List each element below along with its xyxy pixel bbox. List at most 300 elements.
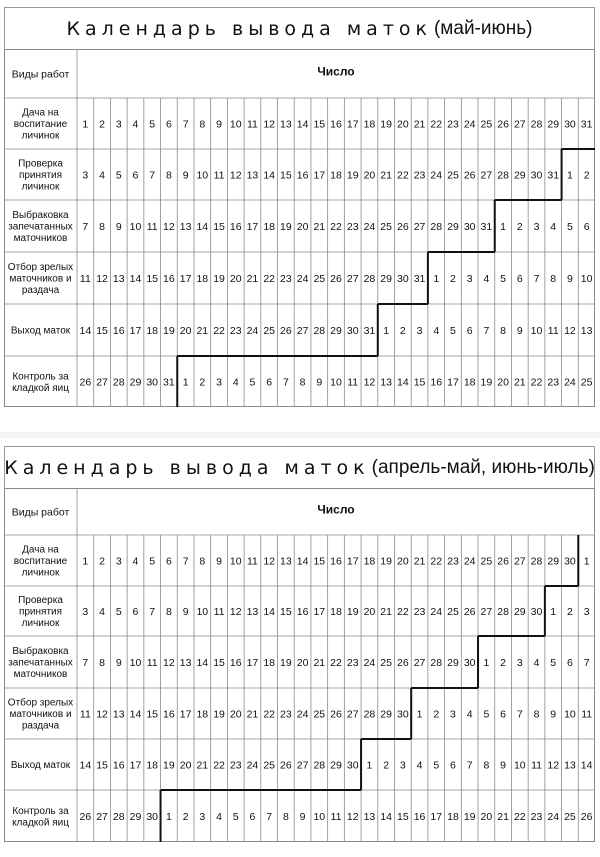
day-cell: 26 [330,708,342,721]
table-row [18,159,590,193]
day-cell: 28 [363,708,376,721]
day-cell: 18 [363,555,376,568]
day-cell: 30 [346,325,359,337]
day-cell: 28 [363,273,376,285]
day-cell: 25 [447,606,459,618]
day-cell: 23 [229,325,242,337]
day-cell: 19 [163,759,175,772]
day-cell: 13 [246,606,259,618]
day-cell: 29 [547,555,560,568]
day-cell: 4 [466,708,473,721]
day-cell: 30 [146,811,159,823]
day-cell: 9 [115,657,122,669]
row-label: Проверка принятия личинок [18,595,63,629]
day-cell: 31 [363,325,376,337]
day-cell: 12 [363,376,376,389]
day-cell: 19 [380,555,392,568]
day-cell: 29 [447,221,459,233]
day-cell: 2 [99,118,105,131]
day-cell: 24 [463,555,476,568]
day-cell: 29 [330,759,342,772]
day-cell: 27 [413,221,426,233]
day-cell: 25 [480,555,493,568]
day-cell: 13 [112,273,125,285]
header-number: Число [317,64,355,79]
day-cell: 14 [263,606,276,618]
day-cell: 7 [149,169,156,182]
day-cell: 11 [246,118,258,131]
day-cell: 4 [99,606,105,618]
row-label: Выбраковка запечатанных маточников [8,210,73,244]
day-cell: 16 [330,118,342,131]
day-cell: 21 [413,555,426,568]
day-cell: 22 [530,376,543,389]
day-cell: 3 [516,657,523,669]
day-cell: 11 [79,273,91,285]
day-cell: 1 [550,606,557,618]
header-work-types: Виды работ [11,68,70,81]
day-cell: 5 [115,606,122,618]
day-cell: 20 [363,169,376,182]
day-cell: 12 [163,657,175,669]
day-cell: 8 [199,118,206,131]
day-cell: 10 [564,708,576,721]
day-cell: 22 [513,811,526,823]
day-cell: 27 [346,708,359,721]
day-cell: 24 [363,221,376,233]
day-cell: 17 [129,759,142,772]
day-cell: 9 [216,118,222,131]
day-cell: 14 [396,376,409,389]
day-cell: 24 [547,811,560,823]
day-cell: 2 [182,811,189,823]
day-cell: 10 [513,759,526,772]
calendar-title [4,7,595,49]
day-cell: 21 [313,657,326,669]
day-cell: 25 [480,118,493,131]
day-cell: 27 [480,606,493,618]
day-cell: 16 [229,221,242,233]
day-cell: 13 [280,118,292,131]
day-cell: 6 [450,759,456,772]
day-cell: 25 [380,221,392,233]
header-number: Число [317,502,355,517]
day-cell: 1 [82,555,89,568]
day-cell: 6 [165,555,172,568]
day-cell: 9 [316,376,323,389]
day-cell: 5 [232,811,239,823]
day-cell: 18 [146,759,159,772]
day-cell: 3 [533,221,540,233]
day-cell: 2 [516,221,523,233]
day-cell: 30 [396,273,409,285]
table-row [11,325,593,337]
day-cell: 8 [282,811,289,823]
day-cell: 12 [229,169,242,182]
day-cell: 19 [346,169,359,182]
day-cell: 21 [413,118,426,131]
day-cell: 12 [547,759,560,772]
day-cell: 13 [246,169,259,182]
day-cell: 2 [99,555,105,568]
day-cell: 9 [550,708,557,721]
day-cell: 8 [99,221,105,233]
day-cell: 15 [280,169,292,182]
day-cell: 18 [330,169,342,182]
table-row [14,545,590,579]
day-cell: 24 [363,657,376,669]
row-label: Выход маток [10,760,71,771]
calendar-april-may-june-july [4,446,595,842]
day-cell: 18 [330,606,342,618]
day-cell: 26 [79,811,92,823]
day-cell: 15 [413,376,426,389]
day-cell: 27 [96,376,108,389]
day-cell: 6 [249,811,256,823]
day-cell: 26 [497,118,509,131]
day-cell: 2 [567,606,573,618]
day-cell: 17 [430,811,443,823]
day-cell: 19 [480,376,493,389]
day-cell: 10 [330,376,342,389]
row-label: Контроль за кладкой яиц [12,805,69,829]
day-cell: 13 [564,759,576,772]
day-cell: 1 [366,759,373,772]
day-cell: 20 [363,606,376,618]
day-cell: 13 [363,811,376,823]
day-cell: 7 [149,606,156,618]
day-cell: 11 [213,169,225,182]
day-cell: 17 [313,169,326,182]
calendar-title-period: (апрель-май, июнь-июль) [371,456,595,478]
day-cell: 30 [146,376,159,389]
day-cell: 28 [313,759,326,772]
day-cell: 29 [547,118,560,131]
day-cell: 10 [129,657,142,669]
day-cell: 14 [79,759,92,772]
row-label: Дача на воспитание личинок [13,107,68,142]
day-cell: 24 [463,118,476,131]
section-divider [0,432,600,438]
day-cell: 7 [466,759,473,772]
day-cell: 13 [380,376,392,389]
day-cell: 5 [249,376,256,389]
day-cell: 18 [363,118,376,131]
day-cell: 8 [533,708,540,721]
day-cell: 5 [567,221,573,233]
day-cell: 5 [483,708,490,721]
day-cell: 23 [229,759,242,772]
day-cell: 28 [497,169,509,182]
day-cell: 1 [416,708,423,721]
table-row [8,261,593,296]
day-cell: 8 [299,376,306,389]
calendar-may-june [4,7,595,407]
day-cell: 20 [396,118,409,131]
day-cell: 1 [82,118,89,131]
day-cell: 19 [346,606,359,618]
day-cell: 21 [196,759,209,772]
day-cell: 17 [246,657,259,669]
day-cell: 22 [330,657,342,669]
day-cell: 28 [313,325,326,337]
day-cell: 23 [346,221,359,233]
day-cell: 3 [450,708,456,721]
day-cell: 8 [550,273,557,285]
day-cell: 6 [567,657,573,669]
day-cell: 22 [396,606,409,618]
day-cell: 6 [500,708,507,721]
day-cell: 24 [296,273,309,285]
day-cell: 9 [182,606,189,618]
day-cell: 18 [263,221,276,233]
day-cell: 28 [530,555,543,568]
day-cell: 20 [179,759,192,772]
table-row [8,645,590,680]
day-cell: 28 [112,376,125,389]
day-cell: 26 [280,759,292,772]
day-cell: 19 [280,221,292,233]
day-cell: 17 [346,118,359,131]
day-cell: 25 [564,811,576,823]
day-cell: 5 [115,169,122,182]
calendar-title-period: (май-июнь) [433,17,533,39]
day-cell: 17 [246,221,259,233]
table-row [12,806,593,829]
day-cell: 19 [213,273,225,285]
day-cell: 15 [96,759,108,772]
day-cell: 19 [463,811,476,823]
day-cell: 13 [179,221,192,233]
day-cell: 24 [430,169,443,182]
day-cell: 22 [430,555,443,568]
day-cell: 11 [547,325,559,337]
day-cell: 12 [263,118,276,131]
day-cell: 5 [149,118,156,131]
day-cell: 28 [430,221,443,233]
day-cell: 8 [199,555,206,568]
day-cell: 4 [132,118,139,131]
day-cell: 16 [163,708,175,721]
day-cell: 3 [115,118,122,131]
day-cell: 16 [413,811,426,823]
day-cell: 17 [346,555,359,568]
day-cell: 13 [179,657,192,669]
day-cell: 22 [213,759,225,772]
day-cell: 14 [263,169,276,182]
day-cell: 24 [246,325,259,337]
day-cell: 14 [196,221,209,233]
day-cell: 6 [516,273,523,285]
day-cell: 23 [280,273,292,285]
day-cell: 25 [313,708,326,721]
day-cell: 21 [380,606,392,618]
day-cell: 22 [263,708,276,721]
day-cell: 25 [313,273,326,285]
day-cell: 15 [280,606,292,618]
day-cell: 30 [396,708,409,721]
day-cell: 2 [399,325,406,337]
day-cell: 29 [380,708,392,721]
day-cell: 4 [216,811,222,823]
day-cell: 15 [96,325,108,337]
day-cell: 2 [583,169,590,182]
day-cell: 17 [129,325,142,337]
day-cell: 25 [447,169,459,182]
day-cell: 15 [213,221,225,233]
day-cell: 3 [399,759,406,772]
day-cell: 23 [413,606,426,618]
day-cell: 27 [346,273,359,285]
day-cell: 30 [564,555,576,568]
day-cell: 10 [229,118,242,131]
day-cell: 29 [513,606,526,618]
day-cell: 17 [313,606,326,618]
day-cell: 7 [82,221,89,233]
day-cell: 26 [497,555,509,568]
row-label: Выход маток [10,325,71,337]
day-cell: 14 [196,657,209,669]
day-cell: 19 [280,657,292,669]
day-cell: 4 [483,273,490,285]
day-cell: 27 [296,325,309,337]
day-cell: 1 [583,555,590,568]
day-cell: 8 [165,606,172,618]
day-cell: 18 [263,657,276,669]
day-cell: 4 [550,221,557,233]
day-cell: 1 [165,811,172,823]
day-cell: 27 [413,657,426,669]
day-cell: 27 [296,759,309,772]
day-cell: 2 [500,657,507,669]
day-cell: 23 [346,657,359,669]
day-cell: 12 [263,555,276,568]
day-cell: 26 [463,606,476,618]
day-cell: 1 [182,376,189,389]
day-cell: 30 [463,221,476,233]
day-cell: 6 [583,221,590,233]
day-cell: 14 [296,555,309,568]
day-cell: 2 [199,376,206,389]
day-cell: 28 [497,606,509,618]
day-cell: 20 [296,221,309,233]
day-cell: 11 [531,759,542,772]
day-cell: 10 [196,606,209,618]
day-cell: 22 [263,273,276,285]
day-cell: 12 [564,325,576,337]
day-cell: 28 [430,657,443,669]
day-cell: 31 [480,221,493,233]
day-cell: 23 [447,555,459,568]
day-cell: 20 [396,555,409,568]
day-cell: 12 [229,606,242,618]
day-cell: 12 [346,811,359,823]
calendar-title-main: Календарь вывода маток [66,17,432,40]
day-cell: 11 [146,657,158,669]
day-cell: 3 [82,606,89,618]
day-cell: 12 [163,221,175,233]
day-cell: 30 [463,657,476,669]
day-cell: 14 [129,273,142,285]
day-cell: 16 [296,606,309,618]
day-cell: 6 [132,169,139,182]
day-cell: 4 [433,325,440,337]
day-cell: 3 [216,376,222,389]
day-cell: 18 [463,376,476,389]
day-cell: 11 [146,221,158,233]
day-cell: 21 [196,325,209,337]
day-cell: 7 [282,376,289,389]
table-row [8,697,592,732]
day-cell: 9 [567,273,573,285]
day-cell: 24 [246,759,259,772]
day-cell: 9 [516,325,523,337]
day-cell: 14 [580,759,593,772]
day-cell: 4 [533,657,540,669]
day-cell: 11 [581,708,593,721]
day-cell: 21 [313,221,326,233]
day-cell: 11 [347,376,359,389]
day-cell: 18 [196,708,209,721]
day-cell: 16 [163,273,175,285]
day-cell: 23 [547,376,560,389]
day-cell: 26 [396,657,409,669]
day-cell: 11 [213,606,225,618]
day-cell: 24 [564,376,576,389]
day-cell: 7 [516,708,523,721]
day-cell: 2 [383,759,390,772]
day-cell: 27 [513,555,526,568]
day-cell: 10 [313,811,326,823]
day-cell: 31 [413,273,426,285]
day-cell: 29 [129,376,142,389]
day-cell: 4 [99,169,105,182]
day-cell: 27 [513,118,526,131]
day-cell: 4 [416,759,423,772]
day-cell: 22 [430,118,443,131]
day-cell: 22 [330,221,342,233]
day-cell: 18 [447,811,459,823]
day-cell: 20 [179,325,192,337]
day-cell: 5 [450,325,456,337]
calendar-title-main: Календарь вывода маток [4,456,370,479]
header-work-types: Виды работ [11,506,70,519]
day-cell: 3 [583,606,590,618]
day-cell: 30 [530,169,543,182]
day-cell: 7 [533,273,540,285]
day-cell: 13 [280,555,292,568]
day-cell: 23 [413,169,426,182]
row-label: Дача на воспитание личинок [13,544,68,579]
table-row [18,595,590,629]
day-cell: 14 [79,325,92,337]
day-cell: 27 [480,169,493,182]
day-cell: 15 [313,118,326,131]
day-cell: 4 [232,376,239,389]
day-cell: 22 [213,325,225,337]
day-cell: 7 [82,657,89,669]
day-cell: 1 [500,221,507,233]
day-cell: 25 [380,657,392,669]
day-cell: 5 [550,657,557,669]
table-row [8,209,590,244]
day-cell: 10 [580,273,593,285]
calendar-table [4,49,595,407]
day-cell: 9 [216,555,222,568]
day-cell: 30 [530,606,543,618]
day-cell: 20 [480,811,493,823]
day-cell: 16 [229,657,242,669]
